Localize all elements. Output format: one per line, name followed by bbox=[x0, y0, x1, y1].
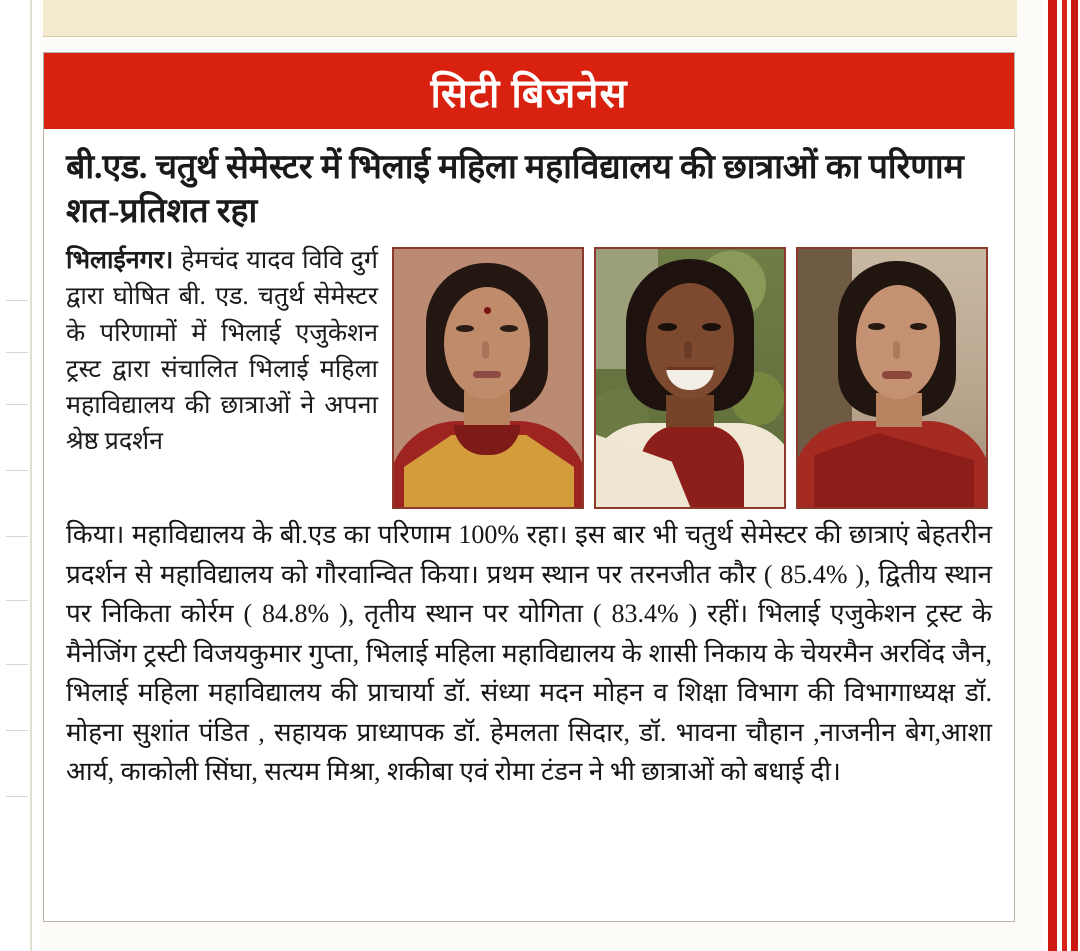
column-divider-line bbox=[30, 0, 32, 951]
photo-row bbox=[392, 247, 992, 509]
portrait-photo-1 bbox=[392, 247, 584, 509]
dateline: भिलाईनगर। bbox=[66, 247, 174, 275]
previous-block-strip bbox=[43, 0, 1017, 37]
article-body bbox=[44, 237, 1014, 820]
section-title: सिटी बिजनेस bbox=[430, 70, 628, 116]
left-margin-gutter bbox=[0, 0, 40, 951]
lead-text: हेमचंद यादव विवि दुर्ग द्वारा घोषित बी. एड. चतुर्थ सेमेस्टर के परिणामों में भिलाई एजुकेशन ट्रस्ट द्वारा संचालित भिलाई महिला महाविद्यालय की छात्राओं ने अपना श्रेष्ठ प्रदर्शन bbox=[66, 247, 378, 456]
portrait-photo-3 bbox=[796, 247, 988, 509]
registration-bar-1 bbox=[1048, 0, 1057, 951]
body-paragraph: किया। महाविद्यालय के बी.एड का परिणाम 100% रहा। इस बार भी चतुर्थ सेमेस्टर की छात्राएं बेहतरीन प्रदर्शन से महाविद्यालय को गौरवान्वित किया। प्रथम स्थान पर तरनजीत कौर ( 85.4% ), द्वितीय स्थान पर निकिता कोर्रम ( 84.8% ), तृतीय स्थान पर योगिता ( 83.4% ) रहीं। भिलाई एजुकेशन ट्रस्ट के मैनेजिंग ट्रस्टी विजयकुमार गुप्ता, भिलाई महिला महाविद्यालय के शासी निकाय के चेयरमैन अरविंद जैन, भिलाई महिला महाविद्यालय की प्राचार्या डॉ. संध्या मदन मोहन व शिक्षा विभाग की विभागाध्यक्ष डॉ. मोहना सुशांत पंडित , सहायक प्राध्यापक डॉ. हेमलता सिदार, डॉ. भावना चौहान ,नाजनीन बेग,आशा आर्य, काकोली सिंघा, सत्यम मिश्रा, शकीबा एवं रोमा टंडन ने भी छात्राओं को बधाई दी। bbox=[66, 520, 992, 787]
print-registration-bars bbox=[1042, 0, 1080, 951]
registration-bar-3 bbox=[1071, 0, 1078, 951]
section-header-band bbox=[44, 53, 1014, 132]
portrait-photo-2 bbox=[594, 247, 786, 509]
article-container bbox=[43, 52, 1015, 922]
registration-bar-2 bbox=[1062, 0, 1067, 951]
headline: बी.एड. चतुर्थ सेमेस्टर में भिलाई महिला महाविद्यालय की छात्राओं का परिणाम शत-प्रतिशत रहा bbox=[66, 149, 964, 230]
